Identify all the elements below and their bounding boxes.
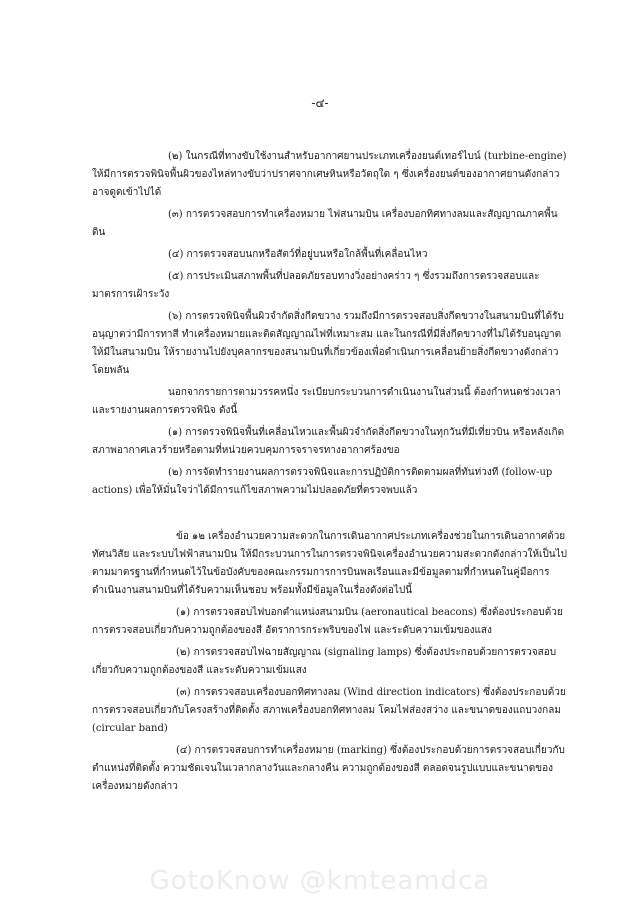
- article-12-item-4: (๔) การตรวจสอบการทำเครื่องหมาย (marking) ซึ่งต้องประกอบด้วยการตรวจสอบเกี่ยวกับตำแหน่งที่ติดตั้ง ความชัดเจนในเวลากลางวันและกลางคืน ความถูกต้องของสี ตลอดจนรูปแบบและขนาดของเครื่องหมายดังกล่าว: [92, 745, 565, 792]
- paragraph-item-4: (๔) การตรวจสอบนกหรือสัตว์ที่อยู่บนหรือใกล้พื้นที่เคลื่อนไหว: [168, 249, 428, 260]
- article-12-item-3: (๓) การตรวจสอบเครื่องบอกทิศทางลม (Wind direction indicators) ซึ่งต้องประกอบด้วยการตรวจสอบเกี่ยวกับโครงสร้างที่ติดตั้ง สภาพเครื่องบอกทิศทางลม โคมไฟส่องสว่าง และขนาดของแถบวงกลม (circular band): [92, 687, 566, 734]
- paragraph-schedule-2: (๒) การจัดทำรายงานผลการตรวจพินิจและการปฏิบัติการติดตามผลที่ทันท่วงที (follow-up actions) เพื่อให้มั่นใจว่าได้มีการแก้ไขสภาพความไม่ปลอดภัยที่ตรวจพบแล้ว: [92, 467, 553, 496]
- paragraph-item-2: (๒) ในกรณีที่ทางขับใช้งานสำหรับอากาศยานประเภทเครื่องยนต์เทอร์ไบน์ (turbine-engine) ให้มีการตรวจพินิจพื้นผิวของไหล่ทางขับว่าปราศจากเศษหินหรือวัตถุใด ๆ ซึ่งเครื่องยนต์ของอากาศยานดังกล่าว อาจดูดเข้าไปได้: [92, 151, 567, 198]
- page-number: -๔-: [311, 96, 329, 110]
- watermark: GotoKnow @kmteamdca: [149, 866, 491, 896]
- paragraph-schedule-1: (๑) การตรวจพินิจพื้นที่เคลื่อนไหวและพื้นผิวจำกัดสิ่งกีดขวางในทุกวันที่มีเที่ยวบิน หรือหลังเกิดสภาพอากาศเลวร้ายหรือตามที่หน่วยควบคุมการจราจรทางอากาศร้องขอ: [92, 427, 565, 456]
- article-12-item-1: (๑) การตรวจสอบไฟบอกตำแหน่งสนามบิน (aeronautical beacons) ซึ่งต้องประกอบด้วยการตรวจสอบเกี่ยวกับความถูกต้องของสี อัตราการกระพริบของไฟ และระดับความเข้มของแสง: [92, 607, 563, 636]
- document-body: [92, 148, 570, 796]
- article-12-item-2: (๒) การตรวจสอบไฟฉายสัญญาณ (signaling lamps) ซึ่งต้องประกอบด้วยการตรวจสอบเกี่ยวกับความถูกต้องของสี และระดับความเข้มแสง: [92, 647, 557, 676]
- paragraph-item-6: (๖) การตรวจพินิจพื้นผิวจำกัดสิ่งกีดขวาง รวมถึงมีการตรวจสอบสิ่งกีดขวางในสนามบินที่ได้รับอนุญาตว่ามีการทาสี ทำเครื่องหมายและติดสัญญาณไฟที่เหมาะสม และในกรณีที่มีสิ่งกีดขวางที่ไม่ได้รับอนุญาตให้มีในสนามบิน ให้รายงานไปยังบุคลากรของสนามบินที่เกี่ยวข้องเพื่อดำเนินการเคลื่อนย้ายสิ่งกีดขวางดังกล่าวโดยพลัน: [92, 311, 564, 376]
- paragraph-item-5: (๕) การประเมินสภาพพื้นที่ปลอดภัยรอบทางวิ่งอย่างคร่าว ๆ ซึ่งรวมถึงการตรวจสอบและมาตรการเฝ้าระวัง: [92, 271, 540, 300]
- paragraph-inspection-schedule: นอกจากรายการตามวรรคหนึ่ง ระเบียบกระบวนการดำเนินงานในส่วนนี้ ต้องกำหนดช่วงเวลาและรายงานผลการตรวจพินิจ ดังนี้: [92, 387, 561, 416]
- article-12: ข้อ ๑๒ เครื่องอำนวยความสะดวกในการเดินอากาศประเภทเครื่องช่วยในการเดินอากาศด้วยทัศนวิสัย และระบบไฟฟ้าสนามบิน ให้มีกระบวนการในการตรวจพินิจเครื่องอำนวยความสะดวกดังกล่าวให้เป็นไปตามมาตรฐานที่กำหนดไว้ในข้อบังคับของคณะกรรมการการบินพลเรือนและมีข้อมูลตามที่กำหนดในคู่มือการดำเนินงานสนามบินที่ได้รับความเห็นชอบ พร้อมทั้งมีข้อมูลในเรื่องดังต่อไปนี้: [92, 531, 568, 596]
- paragraph-item-3: (๓) การตรวจสอบการทำเครื่องหมาย ไฟสนามบิน เครื่องบอกทิศทางลมและสัญญาณภาคพื้นดิน: [92, 209, 558, 238]
